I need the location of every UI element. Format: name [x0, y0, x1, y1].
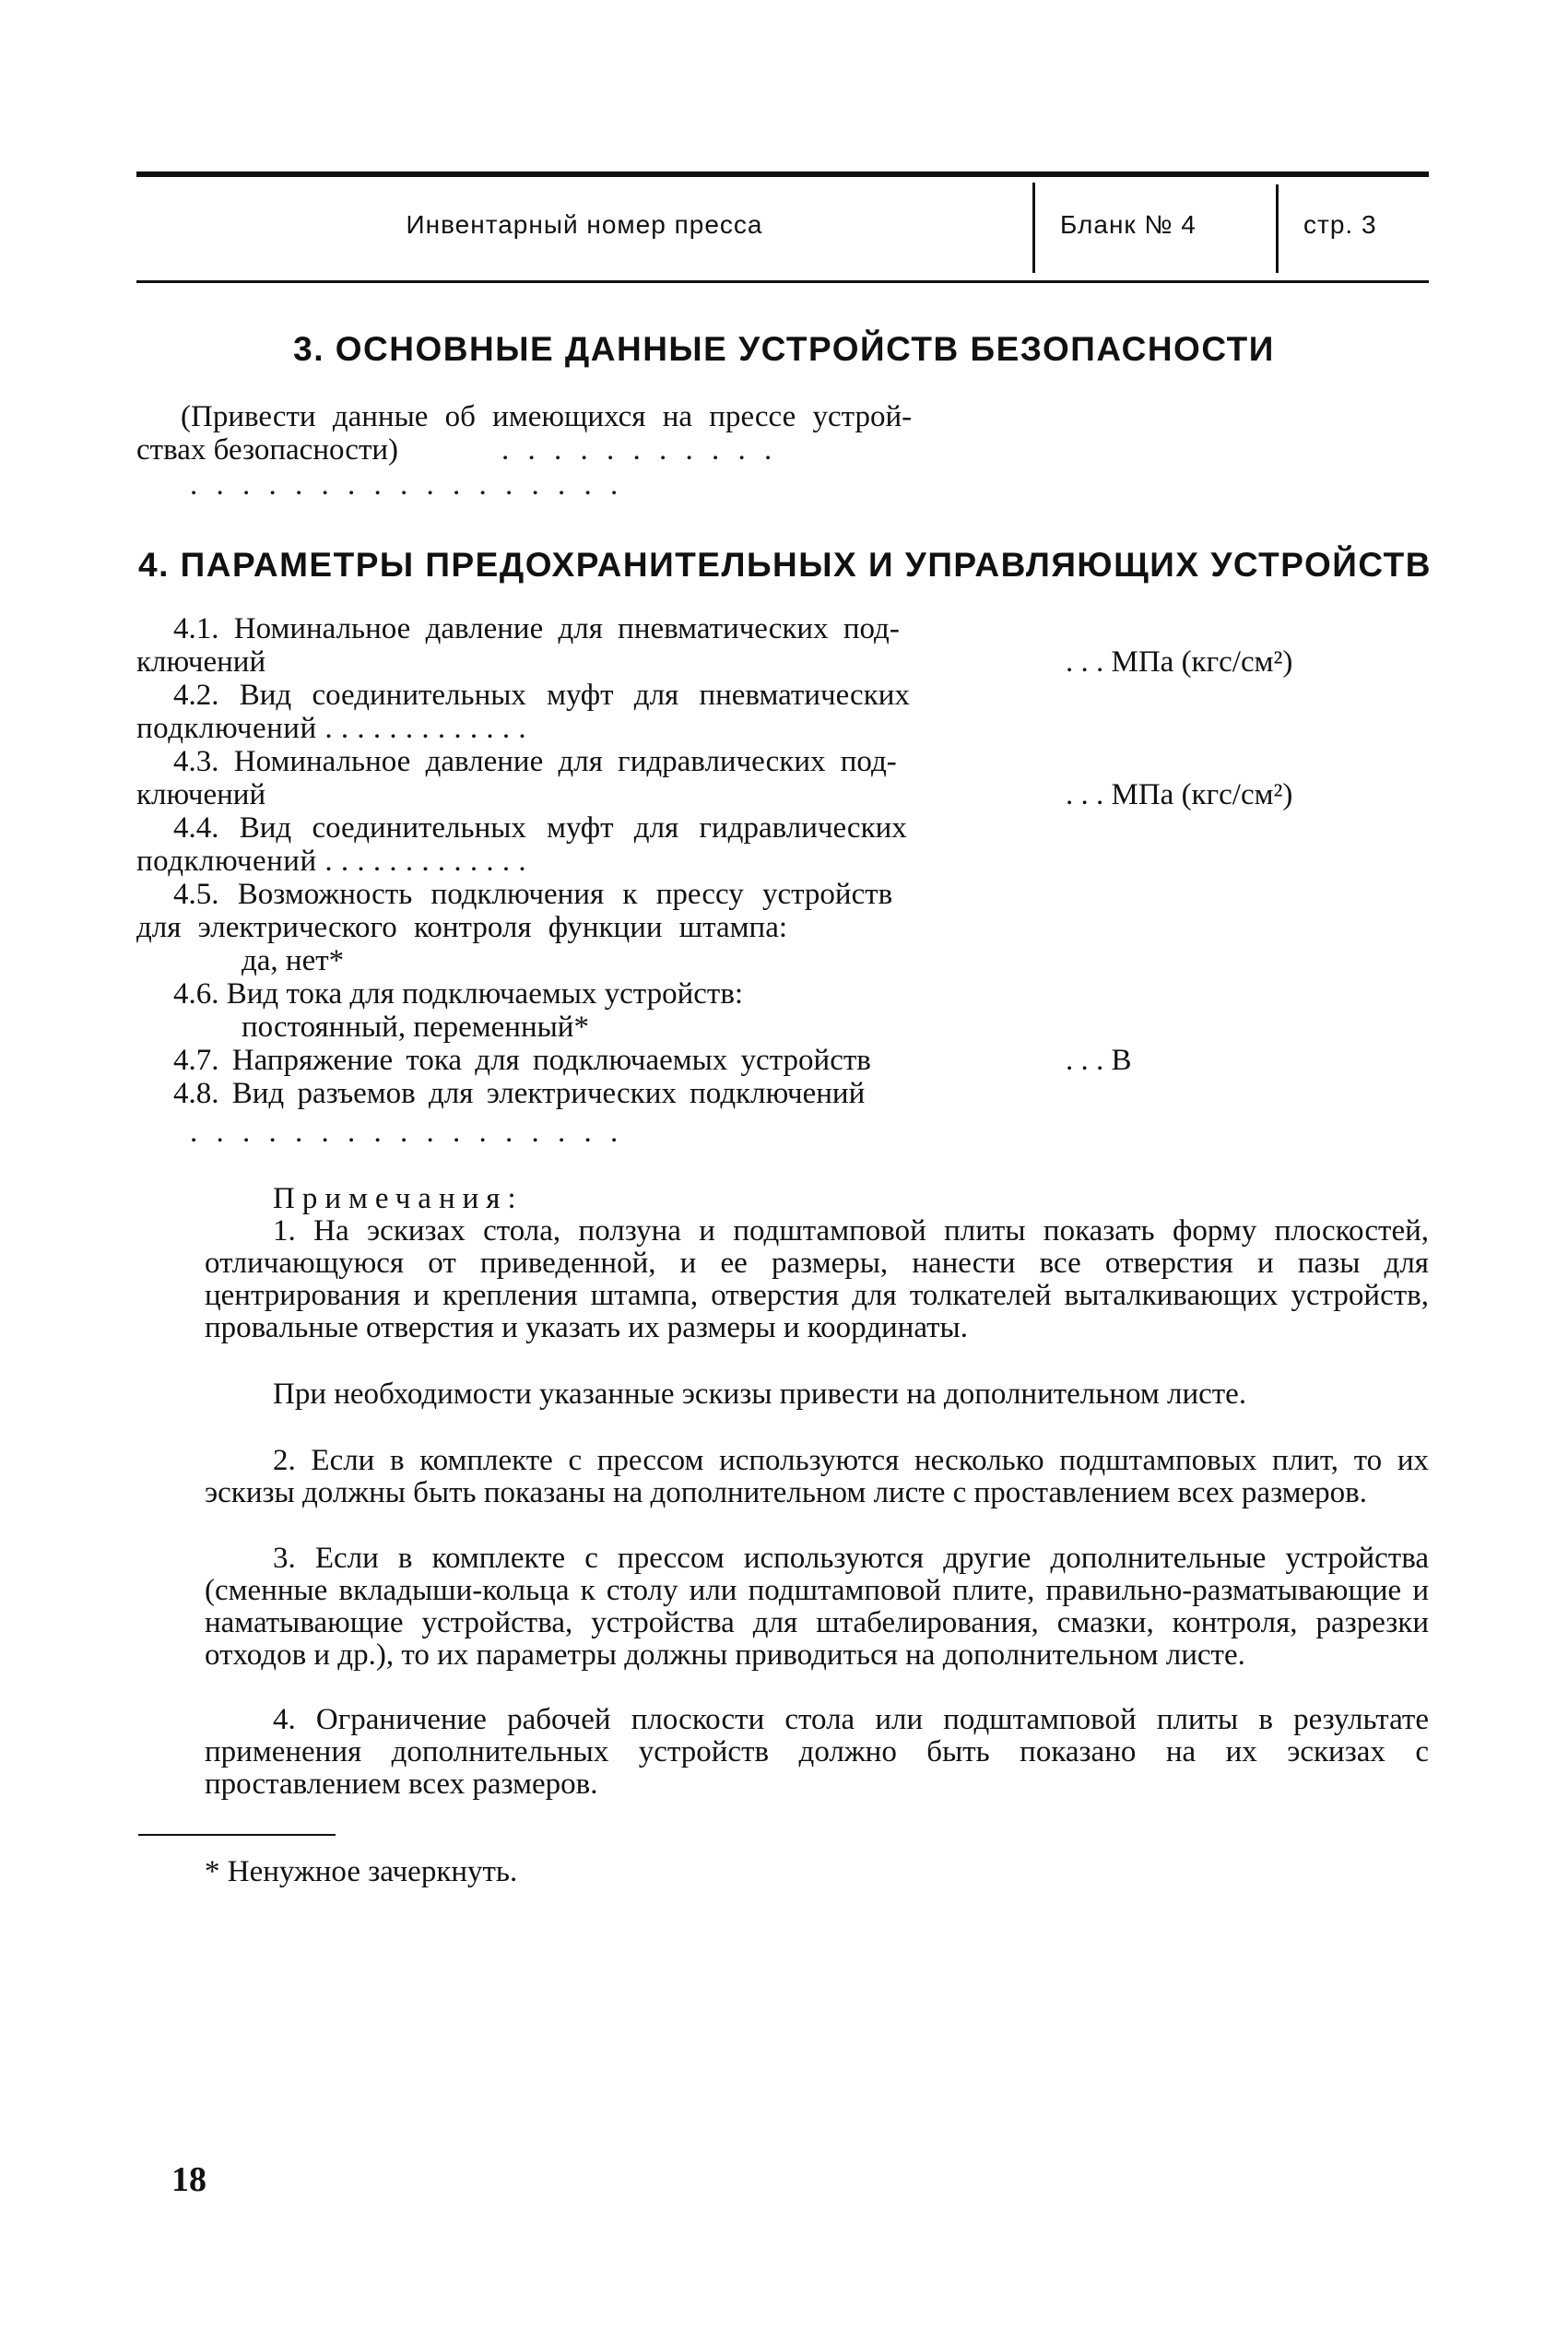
notes-title: Примечания: — [273, 1182, 524, 1215]
note-3-text: 3. Если в комплекте с прессом используются другие дополнительные устройства (сменные вкладыши-кольца к столу или подштамповой плите, правильно-разматывающие и наматывающие устройства, устройства для штабелирования, смазки, контроля, разрезки отходов и др.), то их параметры должны приводиться на дополнительном листе. — [205, 1542, 1429, 1672]
item-4-3-line-2: ключений — [136, 778, 266, 811]
footnote-rule — [138, 1834, 336, 1836]
page-number: 18 — [171, 2160, 206, 2199]
section-4-dots: . . . . . . . . . . . . . . . . . — [190, 1116, 624, 1149]
item-4-6-line-1: 4.6. Вид тока для подключаемых устройств: — [173, 977, 744, 1011]
item-4-2-line-1: 4.2. Вид соединительных муфт для пневматических — [173, 679, 910, 712]
footnote: * Ненужное зачеркнуть. — [205, 1855, 518, 1888]
note-2 — [205, 1445, 1429, 1509]
note-1-continued-text: При необходимости указанные эскизы привести на дополнительном листе. — [273, 1378, 1247, 1411]
note-1-text: 1. На эскизах стола, ползуна и подштамповой плиты показать форму плоскостей, отличающуюся от приведенной, и ее размеры, нанести все отверстия и пазы для центрирования и крепления штампа, отверстия для толкателей выталкивающих устройств, провальные отверстия и указать их размеры и координаты. — [205, 1214, 1429, 1344]
section-4-title: 4. ПАРАМЕТРЫ ПРЕДОХРАНИТЕЛЬНЫХ И УПРАВЛЯЮЩИХ УСТРОЙСТВ — [138, 546, 1432, 584]
item-4-3-unit: . . . МПа (кгс/см²) — [1066, 778, 1293, 811]
header-top-rule — [136, 171, 1429, 177]
inventory-number-label: Инвентарный номер пресса — [406, 210, 763, 239]
item-4-4-line-2: подключений . . . . . . . . . . . . . — [136, 845, 527, 878]
item-4-5-line-2: для электрического контроля функции штампа: — [136, 911, 788, 944]
note-1 — [205, 1215, 1429, 1344]
header-divider-2 — [1276, 184, 1279, 273]
note-1-continued — [205, 1378, 1429, 1411]
note-4-text: 4. Ограничение рабочей плоскости стола или подштамповой плиты в результате применения дополнительных устройств должно быть показано на их эскизах с проставлением всех размеров. — [205, 1703, 1429, 1801]
section-3-dots-2: . . . . . . . . . . . . . . . . . — [190, 468, 624, 502]
item-4-3-line-1: 4.3. Номинальное давление для гидравлических под- — [173, 745, 897, 778]
header-bottom-rule — [136, 280, 1429, 283]
item-4-7-unit: . . . В — [1066, 1044, 1132, 1077]
note-4 — [205, 1704, 1429, 1801]
section-3-dots-1: . . . . . . . . . . . — [501, 433, 778, 467]
item-4-7-line-1: 4.7. Напряжение тока для подключаемых устройств — [173, 1044, 871, 1077]
item-4-1-line-2: ключений — [136, 645, 266, 679]
item-4-8-line-1: 4.8. Вид разъемов для электрических подключений — [173, 1077, 866, 1110]
header-table — [136, 171, 1429, 284]
section-3-line-2: ствах безопасности) — [136, 433, 399, 467]
section-3-title: 3. ОСНОВНЫЕ ДАННЫЕ УСТРОЙСТВ БЕЗОПАСНОСТИ — [293, 330, 1275, 368]
item-4-4-line-1: 4.4. Вид соединительных муфт для гидравлических — [173, 811, 907, 845]
section-3-line-1: (Привести данные об имеющихся на прессе устрой- — [181, 400, 913, 433]
item-4-5-line-3: да, нет* — [242, 944, 345, 977]
page-label: стр. 3 — [1303, 210, 1377, 239]
form-number-label: Бланк № 4 — [1060, 210, 1197, 239]
item-4-1-unit: . . . МПа (кгс/см²) — [1066, 645, 1293, 679]
item-4-2-line-2: подключений . . . . . . . . . . . . . — [136, 712, 527, 745]
item-4-6-line-2: постоянный, переменный* — [242, 1011, 589, 1044]
item-4-5-line-1: 4.5. Возможность подключения к прессу устройств — [173, 878, 893, 911]
header-divider-1 — [1032, 183, 1035, 273]
note-2-text: 2. Если в комплекте с прессом используются несколько подштамповых плит, то их эскизы должны быть показаны на дополнительном листе с проставлением всех размеров. — [205, 1444, 1429, 1509]
item-4-1-line-1: 4.1. Номинальное давление для пневматических под- — [173, 612, 900, 645]
note-3 — [205, 1543, 1429, 1672]
